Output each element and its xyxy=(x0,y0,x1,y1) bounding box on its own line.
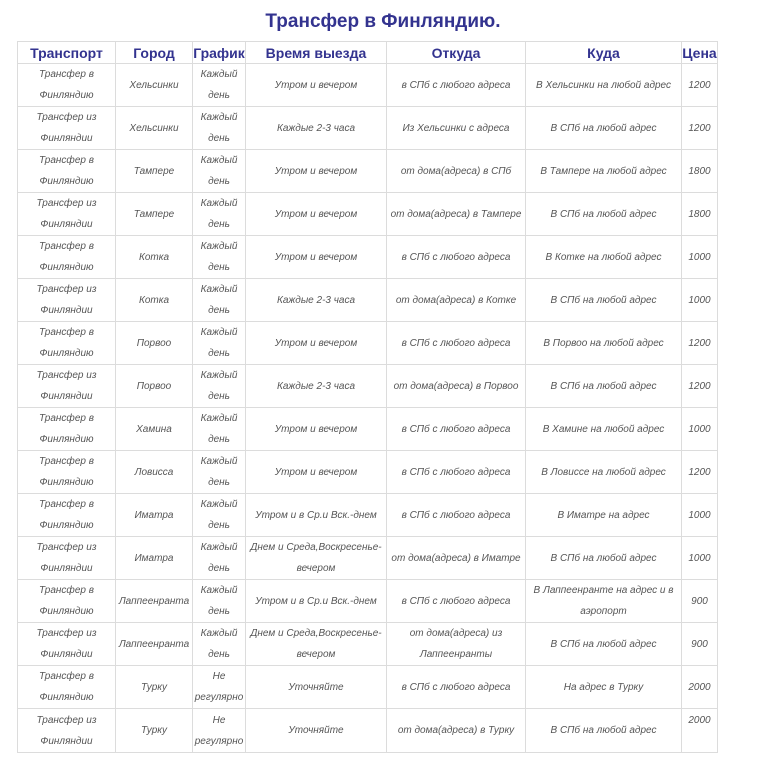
cell-transport: Трансфер из Финляндии xyxy=(18,279,116,322)
cell-schedule: Не регулярно xyxy=(193,666,246,709)
header-row xyxy=(18,42,718,64)
cell-from: от дома(адреса) в Турку xyxy=(387,709,526,753)
header-departure-time: Время выезда xyxy=(246,42,387,64)
cell-price: 1200 xyxy=(682,322,718,365)
cell-price: 1200 xyxy=(682,365,718,408)
cell-to: В СПб на любой адрес xyxy=(526,107,682,150)
cell-departure-time: Уточняйте xyxy=(246,709,387,753)
cell-price: 1000 xyxy=(682,279,718,322)
cell-price: 900 xyxy=(682,580,718,623)
cell-transport: Трансфер из Финляндии xyxy=(18,623,116,666)
header-to: Куда xyxy=(526,42,682,64)
cell-transport: Трансфер в Финляндию xyxy=(18,580,116,623)
cell-departure-time: Утром и вечером xyxy=(246,64,387,107)
cell-city: Турку xyxy=(116,666,193,709)
cell-transport: Трансфер в Финляндию xyxy=(18,494,116,537)
header-schedule: График xyxy=(193,42,246,64)
table-row xyxy=(18,64,718,107)
cell-schedule: Каждый день xyxy=(193,279,246,322)
cell-to: В Тампере на любой адрес xyxy=(526,150,682,193)
cell-schedule: Каждый день xyxy=(193,365,246,408)
cell-city: Тампере xyxy=(116,193,193,236)
cell-from: от дома(адреса) в Котке xyxy=(387,279,526,322)
cell-price: 1200 xyxy=(682,107,718,150)
cell-schedule: Каждый день xyxy=(193,236,246,279)
cell-from: в СПб с любого адреса xyxy=(387,494,526,537)
header-city: Город xyxy=(116,42,193,64)
cell-to: В СПб на любой адрес xyxy=(526,623,682,666)
cell-to: В Ловиссе на любой адрес xyxy=(526,451,682,494)
table-row xyxy=(18,666,718,709)
cell-schedule: Каждый день xyxy=(193,537,246,580)
cell-departure-time: Каждые 2-3 часа xyxy=(246,107,387,150)
table-row xyxy=(18,537,718,580)
table-row xyxy=(18,193,718,236)
cell-schedule: Каждый день xyxy=(193,322,246,365)
cell-from: от дома(адреса) в СПб xyxy=(387,150,526,193)
cell-schedule: Каждый день xyxy=(193,150,246,193)
cell-city: Порвоо xyxy=(116,322,193,365)
cell-schedule: Каждый день xyxy=(193,623,246,666)
cell-city: Ловисса xyxy=(116,451,193,494)
cell-to: В СПб на любой адрес xyxy=(526,537,682,580)
table-row xyxy=(18,150,718,193)
cell-to: В Порвоо на любой адрес xyxy=(526,322,682,365)
table-row xyxy=(18,236,718,279)
cell-departure-time: Уточняйте xyxy=(246,666,387,709)
cell-schedule: Не регулярно xyxy=(193,709,246,753)
cell-departure-time: Утром и вечером xyxy=(246,408,387,451)
cell-transport: Трансфер в Финляндию xyxy=(18,64,116,107)
cell-departure-time: Каждые 2-3 часа xyxy=(246,279,387,322)
cell-schedule: Каждый день xyxy=(193,451,246,494)
cell-city: Котка xyxy=(116,236,193,279)
cell-transport: Трансфер в Финляндию xyxy=(18,150,116,193)
cell-schedule: Каждый день xyxy=(193,193,246,236)
header-transport: Транспорт xyxy=(18,42,116,64)
cell-price: 1200 xyxy=(682,451,718,494)
cell-departure-time: Утром и вечером xyxy=(246,193,387,236)
cell-price: 1000 xyxy=(682,494,718,537)
cell-city: Хамина xyxy=(116,408,193,451)
table-row xyxy=(18,365,718,408)
cell-city: Лаппеенранта xyxy=(116,623,193,666)
transfer-table xyxy=(17,41,718,753)
cell-price: 2000 xyxy=(682,666,718,709)
cell-price: 2000 xyxy=(682,709,718,753)
page-title: Трансфер в Финляндию. xyxy=(265,11,501,32)
cell-departure-time: Утром и вечером xyxy=(246,236,387,279)
cell-city: Иматра xyxy=(116,494,193,537)
cell-schedule: Каждый день xyxy=(193,494,246,537)
cell-from: от дома(адреса) в Порвоо xyxy=(387,365,526,408)
cell-transport: Трансфер из Финляндии xyxy=(18,709,116,753)
cell-to: В Хамине на любой адрес xyxy=(526,408,682,451)
cell-departure-time: Утром и в Ср.и Вск.-днем xyxy=(246,580,387,623)
cell-city: Котка xyxy=(116,279,193,322)
cell-city: Иматра xyxy=(116,537,193,580)
cell-transport: Трансфер в Финляндию xyxy=(18,408,116,451)
cell-to: В Хельсинки на любой адрес xyxy=(526,64,682,107)
cell-departure-time: Каждые 2-3 часа xyxy=(246,365,387,408)
cell-from: от дома(адреса) в Тампере xyxy=(387,193,526,236)
table-row xyxy=(18,451,718,494)
cell-from: от дома(адреса) в Иматре xyxy=(387,537,526,580)
cell-city: Тампере xyxy=(116,150,193,193)
cell-price: 1800 xyxy=(682,193,718,236)
cell-schedule: Каждый день xyxy=(193,107,246,150)
table-row xyxy=(18,709,718,753)
cell-departure-time: Утром и вечером xyxy=(246,150,387,193)
cell-to: В Лаппеенранте на адрес и в аэропорт xyxy=(526,580,682,623)
cell-from: в СПб с любого адреса xyxy=(387,322,526,365)
table-row xyxy=(18,580,718,623)
cell-price: 1800 xyxy=(682,150,718,193)
cell-transport: Трансфер из Финляндии xyxy=(18,107,116,150)
cell-city: Турку xyxy=(116,709,193,753)
cell-to: В СПб на любой адрес xyxy=(526,193,682,236)
cell-departure-time: Днем и Среда,Воскресенье-вечером xyxy=(246,537,387,580)
cell-transport: Трансфер в Финляндию xyxy=(18,322,116,365)
cell-schedule: Каждый день xyxy=(193,408,246,451)
cell-to: В СПб на любой адрес xyxy=(526,279,682,322)
cell-transport: Трансфер в Финляндию xyxy=(18,451,116,494)
cell-from: от дома(адреса) из Лаппеенранты xyxy=(387,623,526,666)
cell-city: Хельсинки xyxy=(116,64,193,107)
table-row xyxy=(18,408,718,451)
cell-price: 1000 xyxy=(682,408,718,451)
cell-transport: Трансфер из Финляндии xyxy=(18,537,116,580)
cell-city: Лаппеенранта xyxy=(116,580,193,623)
cell-transport: Трансфер в Финляндию xyxy=(18,666,116,709)
cell-departure-time: Днем и Среда,Воскресенье-вечером xyxy=(246,623,387,666)
table-row xyxy=(18,107,718,150)
header-price: Цена xyxy=(682,42,718,64)
table-row xyxy=(18,623,718,666)
cell-from: Из Хельсинки с адреса xyxy=(387,107,526,150)
cell-price: 1000 xyxy=(682,236,718,279)
cell-transport: Трансфер в Финляндию xyxy=(18,236,116,279)
cell-schedule: Каждый день xyxy=(193,580,246,623)
cell-city: Хельсинки xyxy=(116,107,193,150)
table-row xyxy=(18,279,718,322)
cell-to: В Иматре на адрес xyxy=(526,494,682,537)
table-row xyxy=(18,494,718,537)
cell-departure-time: Утром и в Ср.и Вск.-днем xyxy=(246,494,387,537)
cell-city: Порвоо xyxy=(116,365,193,408)
cell-from: в СПб с любого адреса xyxy=(387,451,526,494)
cell-to: В Котке на любой адрес xyxy=(526,236,682,279)
cell-transport: Трансфер из Финляндии xyxy=(18,193,116,236)
cell-price: 1200 xyxy=(682,64,718,107)
cell-to: В СПб на любой адрес xyxy=(526,365,682,408)
cell-departure-time: Утром и вечером xyxy=(246,322,387,365)
table-row xyxy=(18,322,718,365)
cell-transport: Трансфер из Финляндии xyxy=(18,365,116,408)
cell-from: в СПб с любого адреса xyxy=(387,580,526,623)
cell-from: в СПб с любого адреса xyxy=(387,64,526,107)
cell-schedule: Каждый день xyxy=(193,64,246,107)
cell-from: в СПб с любого адреса xyxy=(387,408,526,451)
cell-price: 900 xyxy=(682,623,718,666)
header-from: Откуда xyxy=(387,42,526,64)
cell-departure-time: Утром и вечером xyxy=(246,451,387,494)
cell-price: 1000 xyxy=(682,537,718,580)
cell-to: На адрес в Турку xyxy=(526,666,682,709)
cell-to: В СПб на любой адрес xyxy=(526,709,682,753)
cell-from: в СПб с любого адреса xyxy=(387,666,526,709)
cell-from: в СПб с любого адреса xyxy=(387,236,526,279)
